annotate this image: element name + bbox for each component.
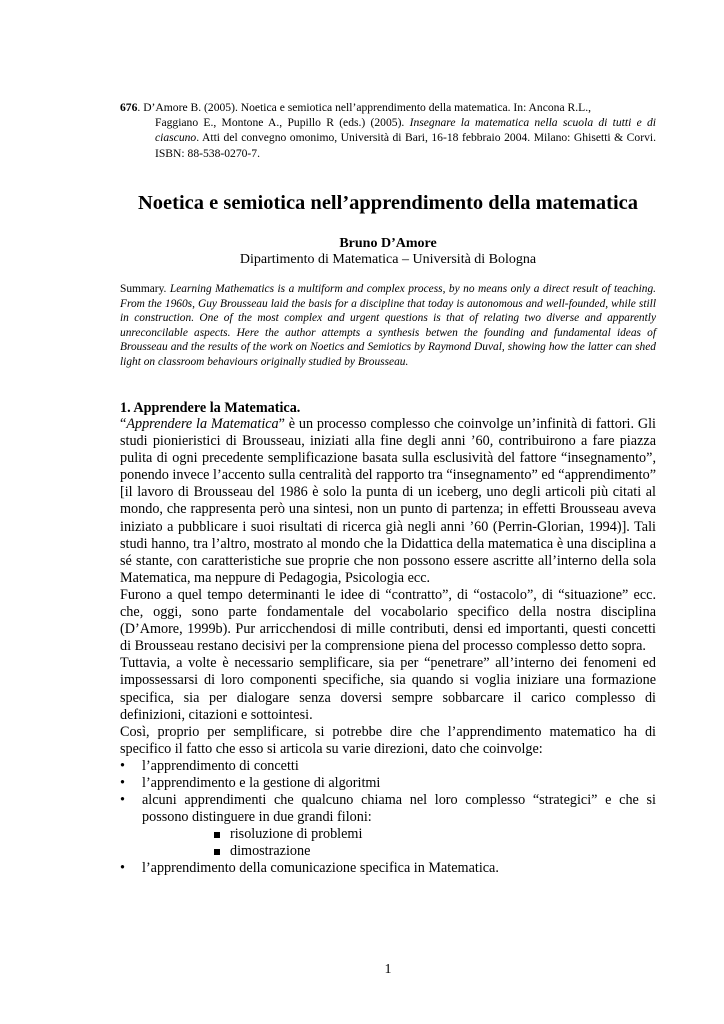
page-number: 1: [384, 962, 392, 977]
reference-line1-text: . D’Amore B. (2005). Noetica e semiotica nell’apprendimento della matematica. In: Ancona R.L.,: [137, 101, 592, 114]
section-heading: 1. Apprendere la Matematica.: [120, 400, 301, 416]
square-bullet-icon: [214, 832, 220, 838]
bullet-icon: •: [120, 774, 125, 791]
list-item: [120, 860, 656, 877]
paragraph-1-lead: “: [120, 416, 127, 432]
paragraph-1: [120, 416, 656, 587]
list-item-text: l’apprendimento di concetti: [142, 757, 299, 774]
sub-list-item-text: dimostrazione: [230, 843, 311, 860]
reference-number: 676: [120, 101, 138, 114]
section-body: [120, 416, 656, 878]
list-item: [120, 792, 656, 860]
list-item-text: alcuni apprendimenti che qualcuno chiama nel loro complesso “strategici” e che si possono distinguere in due grandi filoni:: [142, 792, 656, 826]
bullet-icon: •: [120, 860, 125, 877]
paragraph-2: Furono a quel tempo determinanti le idee di “contratto”, di “ostacolo”, di “situazione” ecc. che, oggi, sono parte fondamentale del vocabolario specifico della nostra disciplina (D’Amore, 1999b). Pur arricchendosi di mille contributi, densi ed importanti, questi concetti di Brousseau restano decisivi per la comprensione piena del processo complesso detto sopra.: [120, 586, 656, 655]
paragraph-1-emphasis: Apprendere la Matematica: [126, 416, 279, 432]
reference-continuation: [120, 115, 656, 161]
list-item-text: l’apprendimento e la gestione di algoritmi: [142, 774, 381, 791]
paragraph-4: Così, proprio per semplificare, si potrebbe dire che l’apprendimento matematico ha di specifico il fatto che esso si articola su varie direzioni, dato che coinvolge:: [120, 723, 656, 757]
reference-citation: [120, 100, 656, 161]
sub-list-item-text: risoluzione di problemi: [230, 826, 363, 843]
author-name: Bruno D’Amore: [339, 236, 437, 251]
bullet-icon: •: [120, 757, 125, 774]
reference-book-title: Insegnare la matematica nella scuola di tutti e di ciascuno: [155, 116, 656, 145]
reference-line2-tail: . Atti del convegno omonimo, Università di Bari, 16-18 febbraio 2004. Milano: Ghisetti & Corvi. ISBN: 88-538-0270-7.: [155, 131, 656, 160]
bullet-list: [120, 758, 656, 878]
sub-bullet-list: [142, 826, 656, 860]
reference-first-line: [120, 100, 656, 115]
reference-line2-text: Faggiano E., Montone A., Pupillo R (eds.) (2005).: [155, 116, 410, 130]
square-bullet-icon: [214, 849, 220, 855]
summary-abstract: [120, 282, 656, 370]
paper-title: Noetica e semiotica nell’apprendimento della matematica: [137, 192, 639, 214]
bullet-icon: •: [120, 792, 125, 809]
summary-label: Summary.: [120, 283, 170, 295]
paragraph-3: Tuttavia, a volte è necessario semplificare, sia per “penetrare” all’interno dei fenomeni ed impossessarsi di loro componenti specifiche, sia quando si voglia iniziare una formazione specifica, sia per dialogare senza doversi sempre sobbarcare il carico complesso di definizioni, citazioni e sottointesi.: [120, 655, 656, 723]
list-item-text: l’apprendimento della comunicazione specifica in Matematica.: [142, 860, 499, 877]
sub-list-item: [212, 843, 656, 860]
sub-list-item: [212, 826, 656, 843]
summary-text: Learning Mathematics is a multiform and complex process, by no means only a direct result of teaching. From the 1960s, Guy Brousseau laid the basis for a discipline that today is autonomous and well-founded, while still in construction. One of the most complex and urgent questions is that of relating two diverse and apparently unreconcilable aspects. Here the author attempts a synthesis betwen the founding and fundamental ideas of Brousseau and the results of the work on Noetics and Semiotics by Raymond Duval, showing how the latter can shed light on classroom behaviours originally studied by Brousseau.: [120, 283, 657, 368]
list-item: [120, 758, 656, 775]
author-affiliation: Dipartimento di Matematica – Università di Bologna: [239, 252, 537, 267]
list-item: [120, 775, 656, 792]
paragraph-1-text: ” è un processo complesso che coinvolge un’infinità di fattori. Gli studi pionieristici di Brousseau, iniziati alla fine degli anni ’60, contribuirono a fare piazza pulita di ogni precedente semplificazione basata sulla esclusività del fattore “insegnamento”, ponendo invece l’accento sulla centralità del rapporto tra “insegnamento” ed “apprendimento” [il lavoro di Brousseau del 1986 è solo la punta di un iceberg, uno degli articoli più citati al mondo, che rappresenta però una sintesi, non un punto di partenza; in effetti Brousseau aveva iniziato a pubblicare i suoi risultati di ricerca già negli anni ’60 (Perrin-Glorian, 1994)]. Tali studi hanno, tra l’altro, mostrato al mondo che la Didattica della matematica è una disciplina a sé stante, con caratteristiche sue proprie che non possono essere ascritte all’interno della sola Matematica, ma neppure di Pedagogia, Psicologia ecc.: [120, 416, 656, 586]
